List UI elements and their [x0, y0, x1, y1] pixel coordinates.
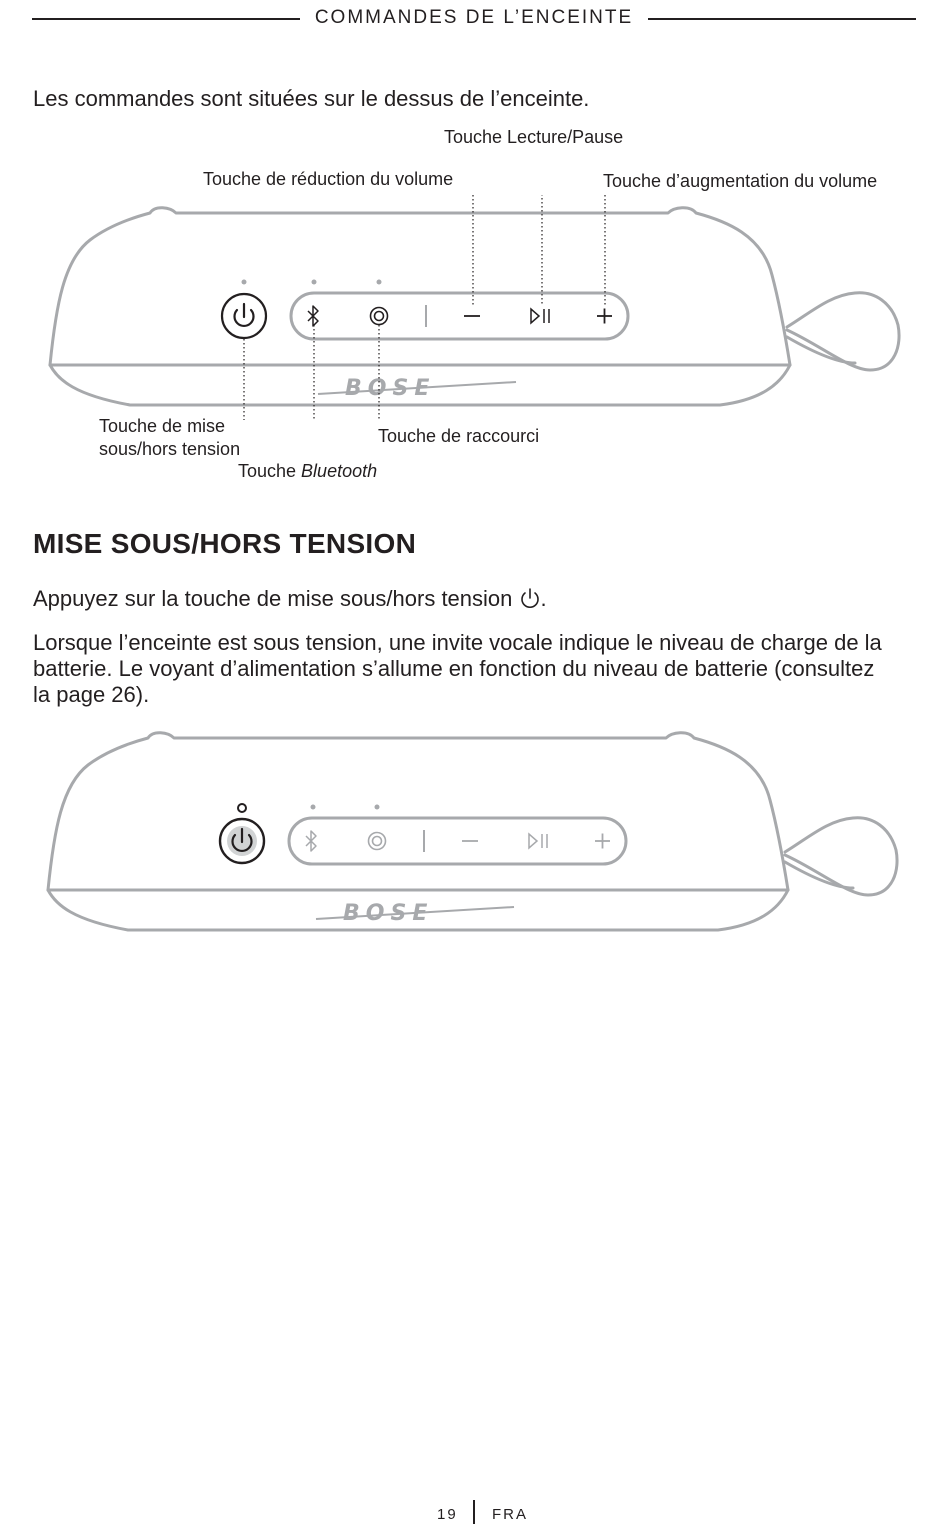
header-rule-right [648, 18, 916, 20]
bluetooth-led [312, 280, 317, 285]
label-volume-up: Touche d’augmentation du volume [603, 171, 878, 191]
instruction-text [33, 586, 893, 612]
play-pause-icon [531, 309, 549, 323]
label-power-line2: sous/hors tension [99, 439, 241, 459]
intro-text: Les commandes sont situées sur le dessus de l’enceinte. [33, 86, 590, 111]
section-title: MISE SOUS/HORS TENSION [33, 528, 417, 559]
label-play-pause: Touche Lecture/Pause [444, 127, 624, 147]
power-led-lit [238, 804, 246, 812]
bluetooth-icon-dim [306, 831, 316, 851]
speaker-illustration-power [0, 720, 950, 945]
header-title: COMMANDES DE L’ENCEINTE [314, 7, 634, 28]
label-volume-down: Touche de réduction du volume [203, 169, 454, 189]
power-icon [222, 294, 266, 338]
label-power-line1: Touche de mise [99, 416, 226, 436]
page-number: 19 [437, 1506, 458, 1523]
label-bluetooth-name: Bluetooth [301, 461, 378, 481]
power-led [242, 280, 247, 285]
strap-loop-outer [787, 293, 899, 370]
svg-text:BOSE: BOSE [343, 901, 434, 926]
speaker-power-diagram [0, 720, 950, 950]
footer-language: FRA [492, 1506, 528, 1523]
volume-up-icon [597, 309, 612, 324]
label-shortcut: Touche de raccourci [378, 426, 540, 446]
power-inline-icon [519, 587, 541, 609]
speaker-controls-diagram [0, 195, 950, 425]
shortcut-icon [371, 308, 388, 325]
power-icon-pressed [220, 819, 264, 863]
description-text: Lorsque l’enceinte est sous tension, une invite vocale indique le niveau de charge de la batterie. Le voyant d’alimentation s’allume en fonction du niveau de batterie (consultez la page 26). [33, 630, 882, 707]
shortcut-led [377, 280, 382, 285]
play-pause-icon-dim [529, 834, 547, 848]
bluetooth-icon [308, 306, 318, 326]
instruction-sentence: Appuyez sur la touche de mise sous/hors tension [33, 586, 513, 611]
bose-logo-2 [316, 901, 514, 926]
shortcut-icon-dim [369, 833, 386, 850]
label-bluetooth [238, 460, 377, 483]
instruction-end: . [540, 586, 547, 611]
speaker-illustration [0, 195, 950, 420]
speaker-body-outline [50, 208, 790, 365]
bose-logo [318, 376, 516, 401]
volume-up-icon-dim [595, 834, 610, 849]
control-panel-outline [291, 293, 628, 339]
svg-text:BOSE: BOSE [345, 376, 436, 401]
label-bluetooth-prefix: Touche [238, 461, 302, 481]
footer-separator [473, 1500, 475, 1524]
page-header [32, 6, 916, 32]
